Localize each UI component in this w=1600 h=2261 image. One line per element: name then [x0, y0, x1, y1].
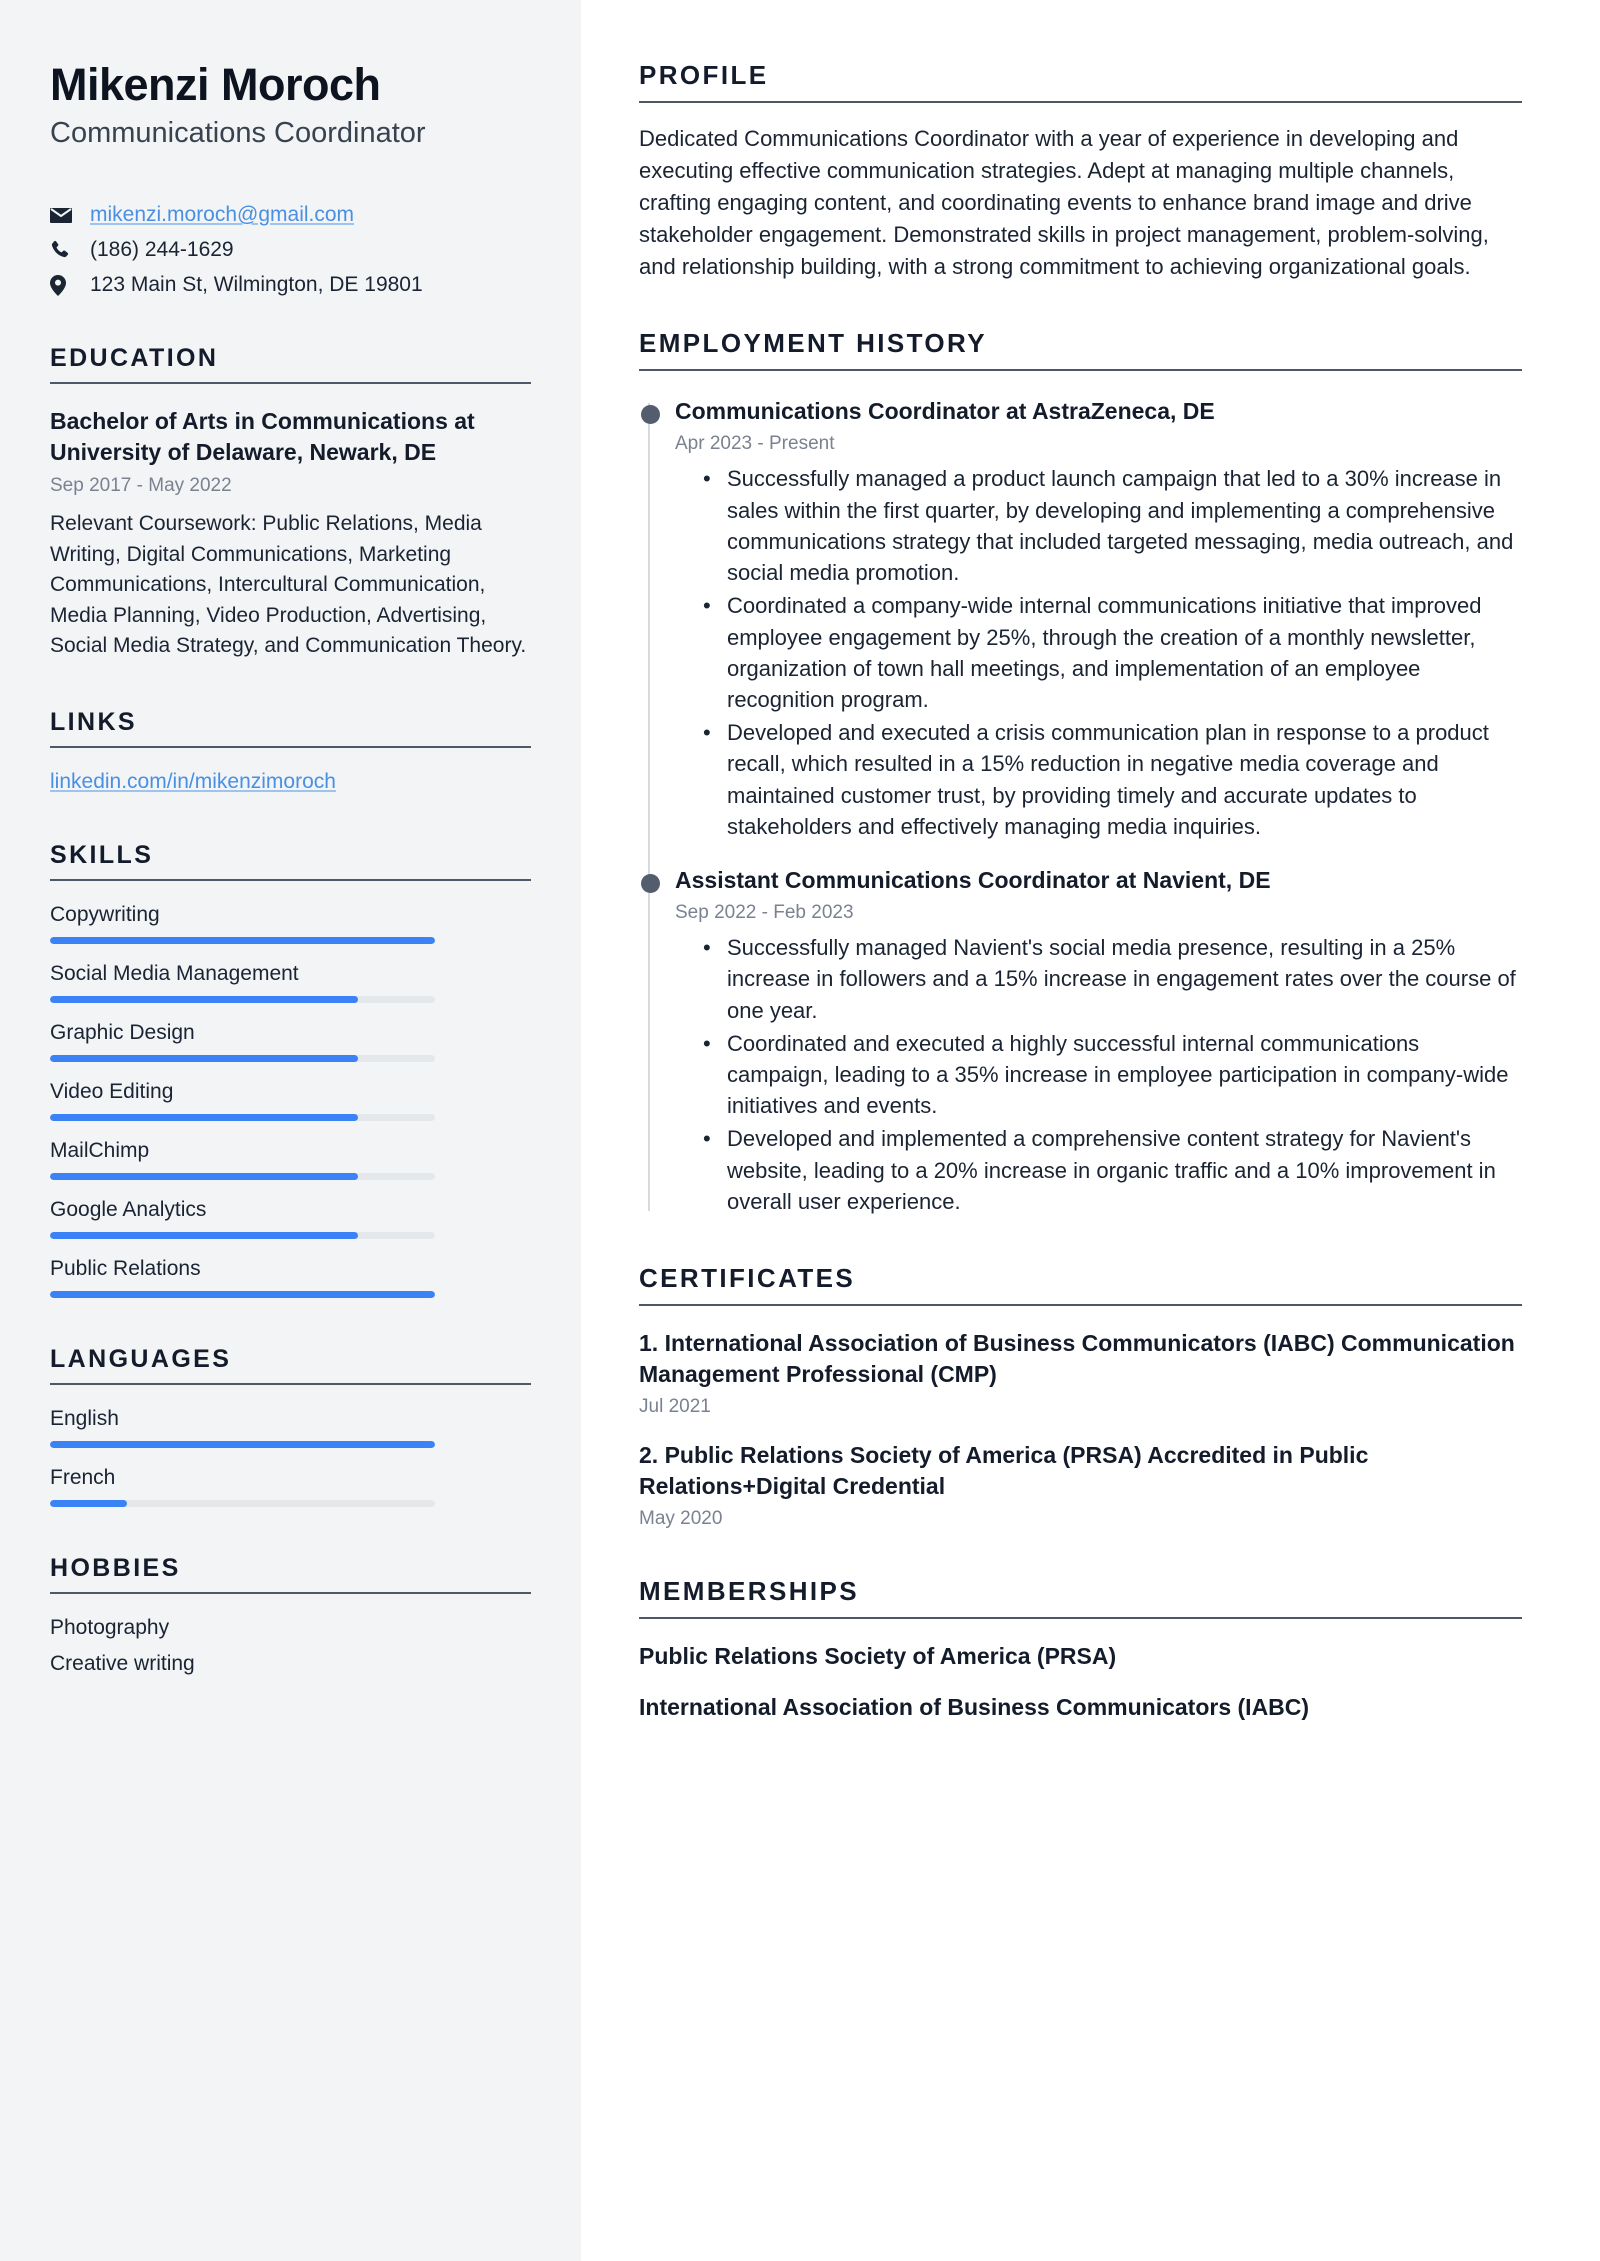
employment-title: Assistant Communications Coordinator at Navient, DE: [675, 867, 1271, 894]
certificate-title: 1. International Association of Business Communicators (IABC) Communication Management Professional (CMP): [639, 1330, 1515, 1388]
skill-progress-fill: [50, 1055, 358, 1062]
certificate-entry: [639, 1328, 1522, 1418]
location-pin-icon: [50, 275, 80, 296]
page-title: Mikenzi Moroch: [50, 59, 381, 110]
profile-text: Dedicated Communications Coordinator with a year of experience in developing and executing effective communication strategies. Adept at managing multiple channels, crafting engaging content, and coordinating events to enhance brand image and drive stakeholder engagement. Demonstrated skills in project management, problem-solving, and relationship building, with a strong commitment to achieving organizational goals.: [639, 126, 1489, 279]
section-divider: [639, 1617, 1522, 1619]
header-job-title: Communications Coordinator: [50, 117, 426, 150]
employment-bullet: • Developed and implemented a comprehensive content strategy for Navient's website, leading to a 20% increase in organic traffic and a 10% improvement in overall user experience.: [727, 1123, 1522, 1217]
certificate-date: May 2020: [639, 1508, 723, 1530]
languages-list: [50, 1407, 531, 1507]
skill-label: Public Relations: [50, 1257, 201, 1281]
section-profile: [639, 60, 1522, 282]
employment-bullet: • Developed and executed a crisis communication plan in response to a product recall, which resulted in a 15% reduction in negative media coverage and maintained customer trust, by providing timely and accurate updates to stakeholders and effectively managing media inquiries.: [727, 717, 1522, 842]
skills-list: [50, 903, 531, 1298]
skill-progress-fill: [50, 996, 358, 1003]
section-employment-history: [639, 328, 1522, 1217]
timeline-dot-icon: [641, 874, 660, 893]
hobby-item: Photography: [50, 1616, 170, 1640]
section-heading-hobbies: HOBBIES: [50, 1554, 181, 1583]
hobbies-list: [50, 1616, 531, 1676]
skill-progress-fill: [50, 1291, 435, 1298]
skill-item: [50, 1021, 531, 1062]
main-column: [581, 0, 1600, 2261]
education-description: Relevant Coursework: Public Relations, Media Writing, Digital Communications, Marketing Communications, Intercultural Communication, Media Planning, Video Production, Advertising, Social Media Strategy, and Communication Theory.: [50, 512, 527, 658]
section-divider: [639, 1304, 1522, 1306]
section-skills: [50, 841, 531, 1298]
skill-progress-fill: [50, 1173, 358, 1180]
skill-progress-fill: [50, 1232, 358, 1239]
section-divider: [50, 1592, 531, 1594]
skill-label: Copywriting: [50, 903, 160, 927]
language-label: French: [50, 1466, 116, 1490]
employment-bullet: • Coordinated and executed a highly successful internal communications campaign, leading to a 35% increase in employee participation in company-wide initiatives and events.: [727, 1028, 1522, 1122]
section-divider: [639, 101, 1522, 103]
section-divider: [50, 1383, 531, 1385]
certificate-entry: [639, 1440, 1522, 1530]
membership-item: Public Relations Society of America (PRSA): [639, 1643, 1117, 1670]
skill-label: Google Analytics: [50, 1198, 207, 1222]
skill-progress-track: [50, 1291, 435, 1298]
skill-item: [50, 962, 531, 1003]
certificates-list: [639, 1328, 1522, 1530]
education-date: Sep 2017 - May 2022: [50, 475, 232, 497]
section-heading-profile: PROFILE: [639, 60, 769, 90]
employment-title: Communications Coordinator at AstraZeneca, DE: [675, 398, 1215, 425]
employment-bullet: • Coordinated a company-wide internal communications initiative that improved employee engagement by 25%, through the creation of a monthly newsletter, organization of town hall meetings, and implementation of an employee recognition program.: [727, 590, 1522, 715]
memberships-list: [639, 1643, 1522, 1721]
skill-label: Social Media Management: [50, 962, 299, 986]
timeline-dot-icon: [641, 405, 660, 424]
phone-value: (186) 244-1629: [90, 238, 234, 262]
section-divider: [50, 746, 531, 748]
section-links: [50, 708, 531, 794]
section-heading-skills: SKILLS: [50, 841, 154, 870]
section-memberships: [639, 1576, 1522, 1721]
employment-bullet: • Successfully managed Navient's social media presence, resulting in a 25% increase in followers and a 15% increase in engagement rates over the course of one year.: [727, 932, 1522, 1026]
skill-label: Graphic Design: [50, 1021, 195, 1045]
language-progress-track: [50, 1500, 435, 1507]
skill-progress-track: [50, 1173, 435, 1180]
phone-icon: [50, 240, 80, 260]
contact-row-phone: [50, 238, 531, 262]
envelope-icon: [50, 207, 80, 224]
skill-progress-fill: [50, 1114, 358, 1121]
language-label: English: [50, 1407, 119, 1431]
email-value[interactable]: mikenzi.moroch@gmail.com: [90, 203, 355, 227]
skill-progress-track: [50, 1055, 435, 1062]
employment-entry: [675, 397, 1522, 842]
skill-progress-fill: [50, 937, 435, 944]
certificate-title: 2. Public Relations Society of America (PRSA) Accredited in Public Relations+Digital Credential: [639, 1442, 1369, 1500]
employment-entry: [675, 866, 1522, 1217]
language-item: [50, 1407, 531, 1448]
section-education: [50, 344, 531, 661]
skill-progress-track: [50, 937, 435, 944]
employment-date: Apr 2023 - Present: [675, 433, 835, 455]
skill-progress-track: [50, 1114, 435, 1121]
section-divider: [50, 382, 531, 384]
skill-item: [50, 903, 531, 944]
skill-item: [50, 1080, 531, 1121]
skill-progress-track: [50, 996, 435, 1003]
language-item: [50, 1466, 531, 1507]
certificate-date: Jul 2021: [639, 1396, 711, 1418]
section-languages: [50, 1345, 531, 1507]
language-progress-fill: [50, 1441, 435, 1448]
education-degree: Bachelor of Arts in Communications at University of Delaware, Newark, DE: [50, 408, 475, 466]
language-progress-track: [50, 1441, 435, 1448]
employment-bullet-list: [675, 463, 1522, 842]
skill-progress-track: [50, 1232, 435, 1239]
section-divider: [50, 879, 531, 881]
section-divider: [639, 369, 1522, 371]
hobby-item: Creative writing: [50, 1652, 195, 1676]
contact-row-email[interactable]: [50, 203, 531, 227]
contact-list: [50, 203, 531, 297]
employment-bullet: • Successfully managed a product launch campaign that led to a 30% increase in sales within the first quarter, by developing and implementing a comprehensive communications strategy that included targeted messaging, media outreach, and social media promotion.: [727, 463, 1522, 588]
section-certificates: [639, 1263, 1522, 1530]
section-heading-certificates: CERTIFICATES: [639, 1263, 856, 1294]
section-heading-education: EDUCATION: [50, 344, 219, 373]
language-progress-fill: [50, 1500, 127, 1507]
employment-date: Sep 2022 - Feb 2023: [675, 902, 854, 924]
section-heading-links: LINKS: [50, 708, 137, 737]
address-value: 123 Main St, Wilmington, DE 19801: [90, 273, 423, 297]
skill-item: [50, 1139, 531, 1180]
skill-item: [50, 1257, 531, 1298]
section-hobbies: [50, 1554, 531, 1676]
skill-label: Video Editing: [50, 1080, 174, 1104]
skill-item: [50, 1198, 531, 1239]
employment-timeline: [639, 397, 1522, 1217]
link-linkedin[interactable]: linkedin.com/in/mikenzimoroch: [50, 770, 336, 794]
section-heading-memberships: MEMBERSHIPS: [639, 1576, 859, 1607]
section-heading-employment: EMPLOYMENT HISTORY: [639, 328, 988, 359]
membership-item: International Association of Business Communicators (IABC): [639, 1694, 1310, 1721]
employment-bullet-list: [675, 932, 1522, 1217]
sidebar: [0, 0, 581, 2261]
contact-row-address: [50, 273, 531, 297]
skill-label: MailChimp: [50, 1139, 150, 1163]
section-heading-languages: LANGUAGES: [50, 1345, 232, 1374]
